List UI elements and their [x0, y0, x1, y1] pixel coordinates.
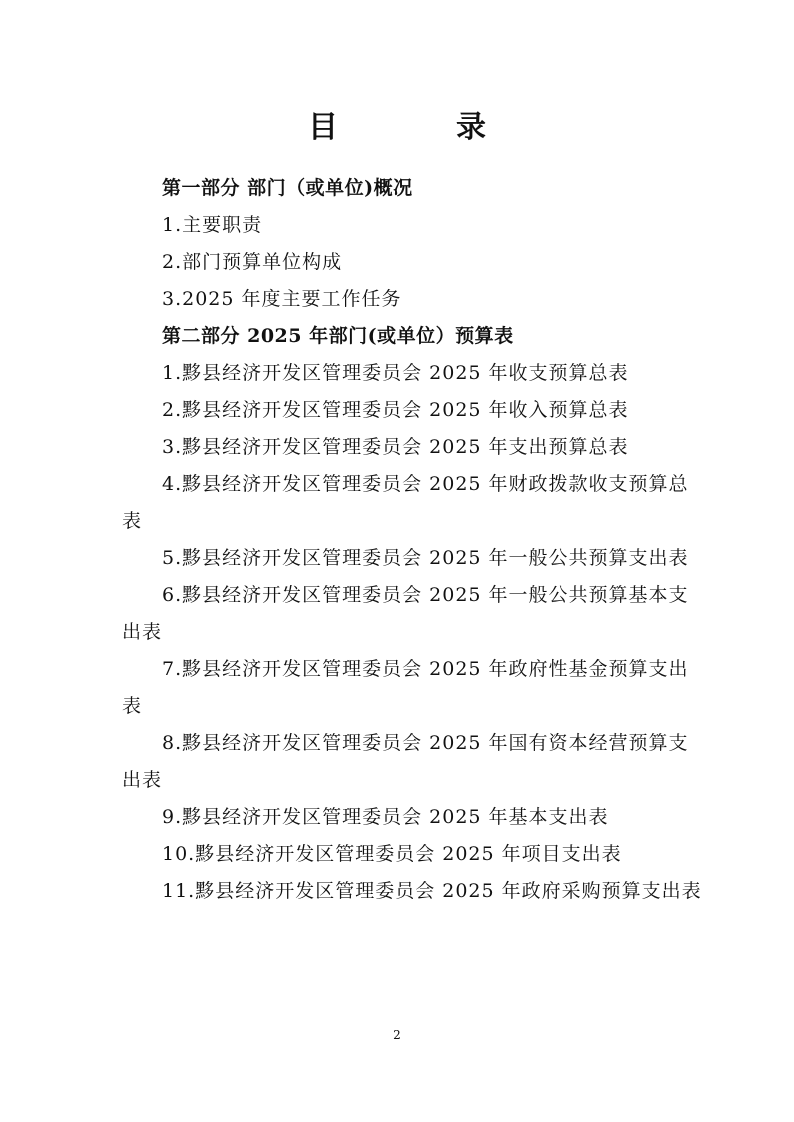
toc-item: 10.黟县经济开发区管理委员会 2025 年项目支出表: [162, 843, 622, 865]
toc-item: 2.部门预算单位构成: [162, 251, 343, 273]
toc-item: 5.黟县经济开发区管理委员会 2025 年一般公共预算支出表: [162, 547, 689, 569]
page-title: 目 录: [308, 110, 530, 145]
toc-part-heading: 第一部分 部门（或单位)概况: [162, 177, 413, 199]
toc-item: 8.黟县经济开发区管理委员会 2025 年国有资本经营预算支出表: [122, 732, 689, 791]
toc-item: 3.黟县经济开发区管理委员会 2025 年支出预算总表: [162, 436, 629, 458]
toc-item: 1.主要职责: [162, 214, 263, 236]
toc-item: 3.2025 年度主要工作任务: [162, 288, 402, 310]
toc-item: 1.黟县经济开发区管理委员会 2025 年收支预算总表: [162, 362, 629, 384]
table-of-contents: [122, 170, 702, 910]
toc-item: 7.黟县经济开发区管理委员会 2025 年政府性基金预算支出表: [122, 658, 689, 717]
toc-item: 2.黟县经济开发区管理委员会 2025 年收入预算总表: [162, 399, 629, 421]
page-number: 2: [393, 1028, 401, 1042]
toc-item: 4.黟县经济开发区管理委员会 2025 年财政拨款收支预算总表: [122, 473, 689, 532]
toc-item: 6.黟县经济开发区管理委员会 2025 年一般公共预算基本支出表: [122, 584, 689, 643]
toc-part-heading: 第二部分 2025 年部门(或单位）预算表: [162, 325, 514, 347]
toc-item: 11.黟县经济开发区管理委员会 2025 年政府采购预算支出表: [162, 880, 702, 902]
toc-item: 9.黟县经济开发区管理委员会 2025 年基本支出表: [162, 806, 609, 828]
